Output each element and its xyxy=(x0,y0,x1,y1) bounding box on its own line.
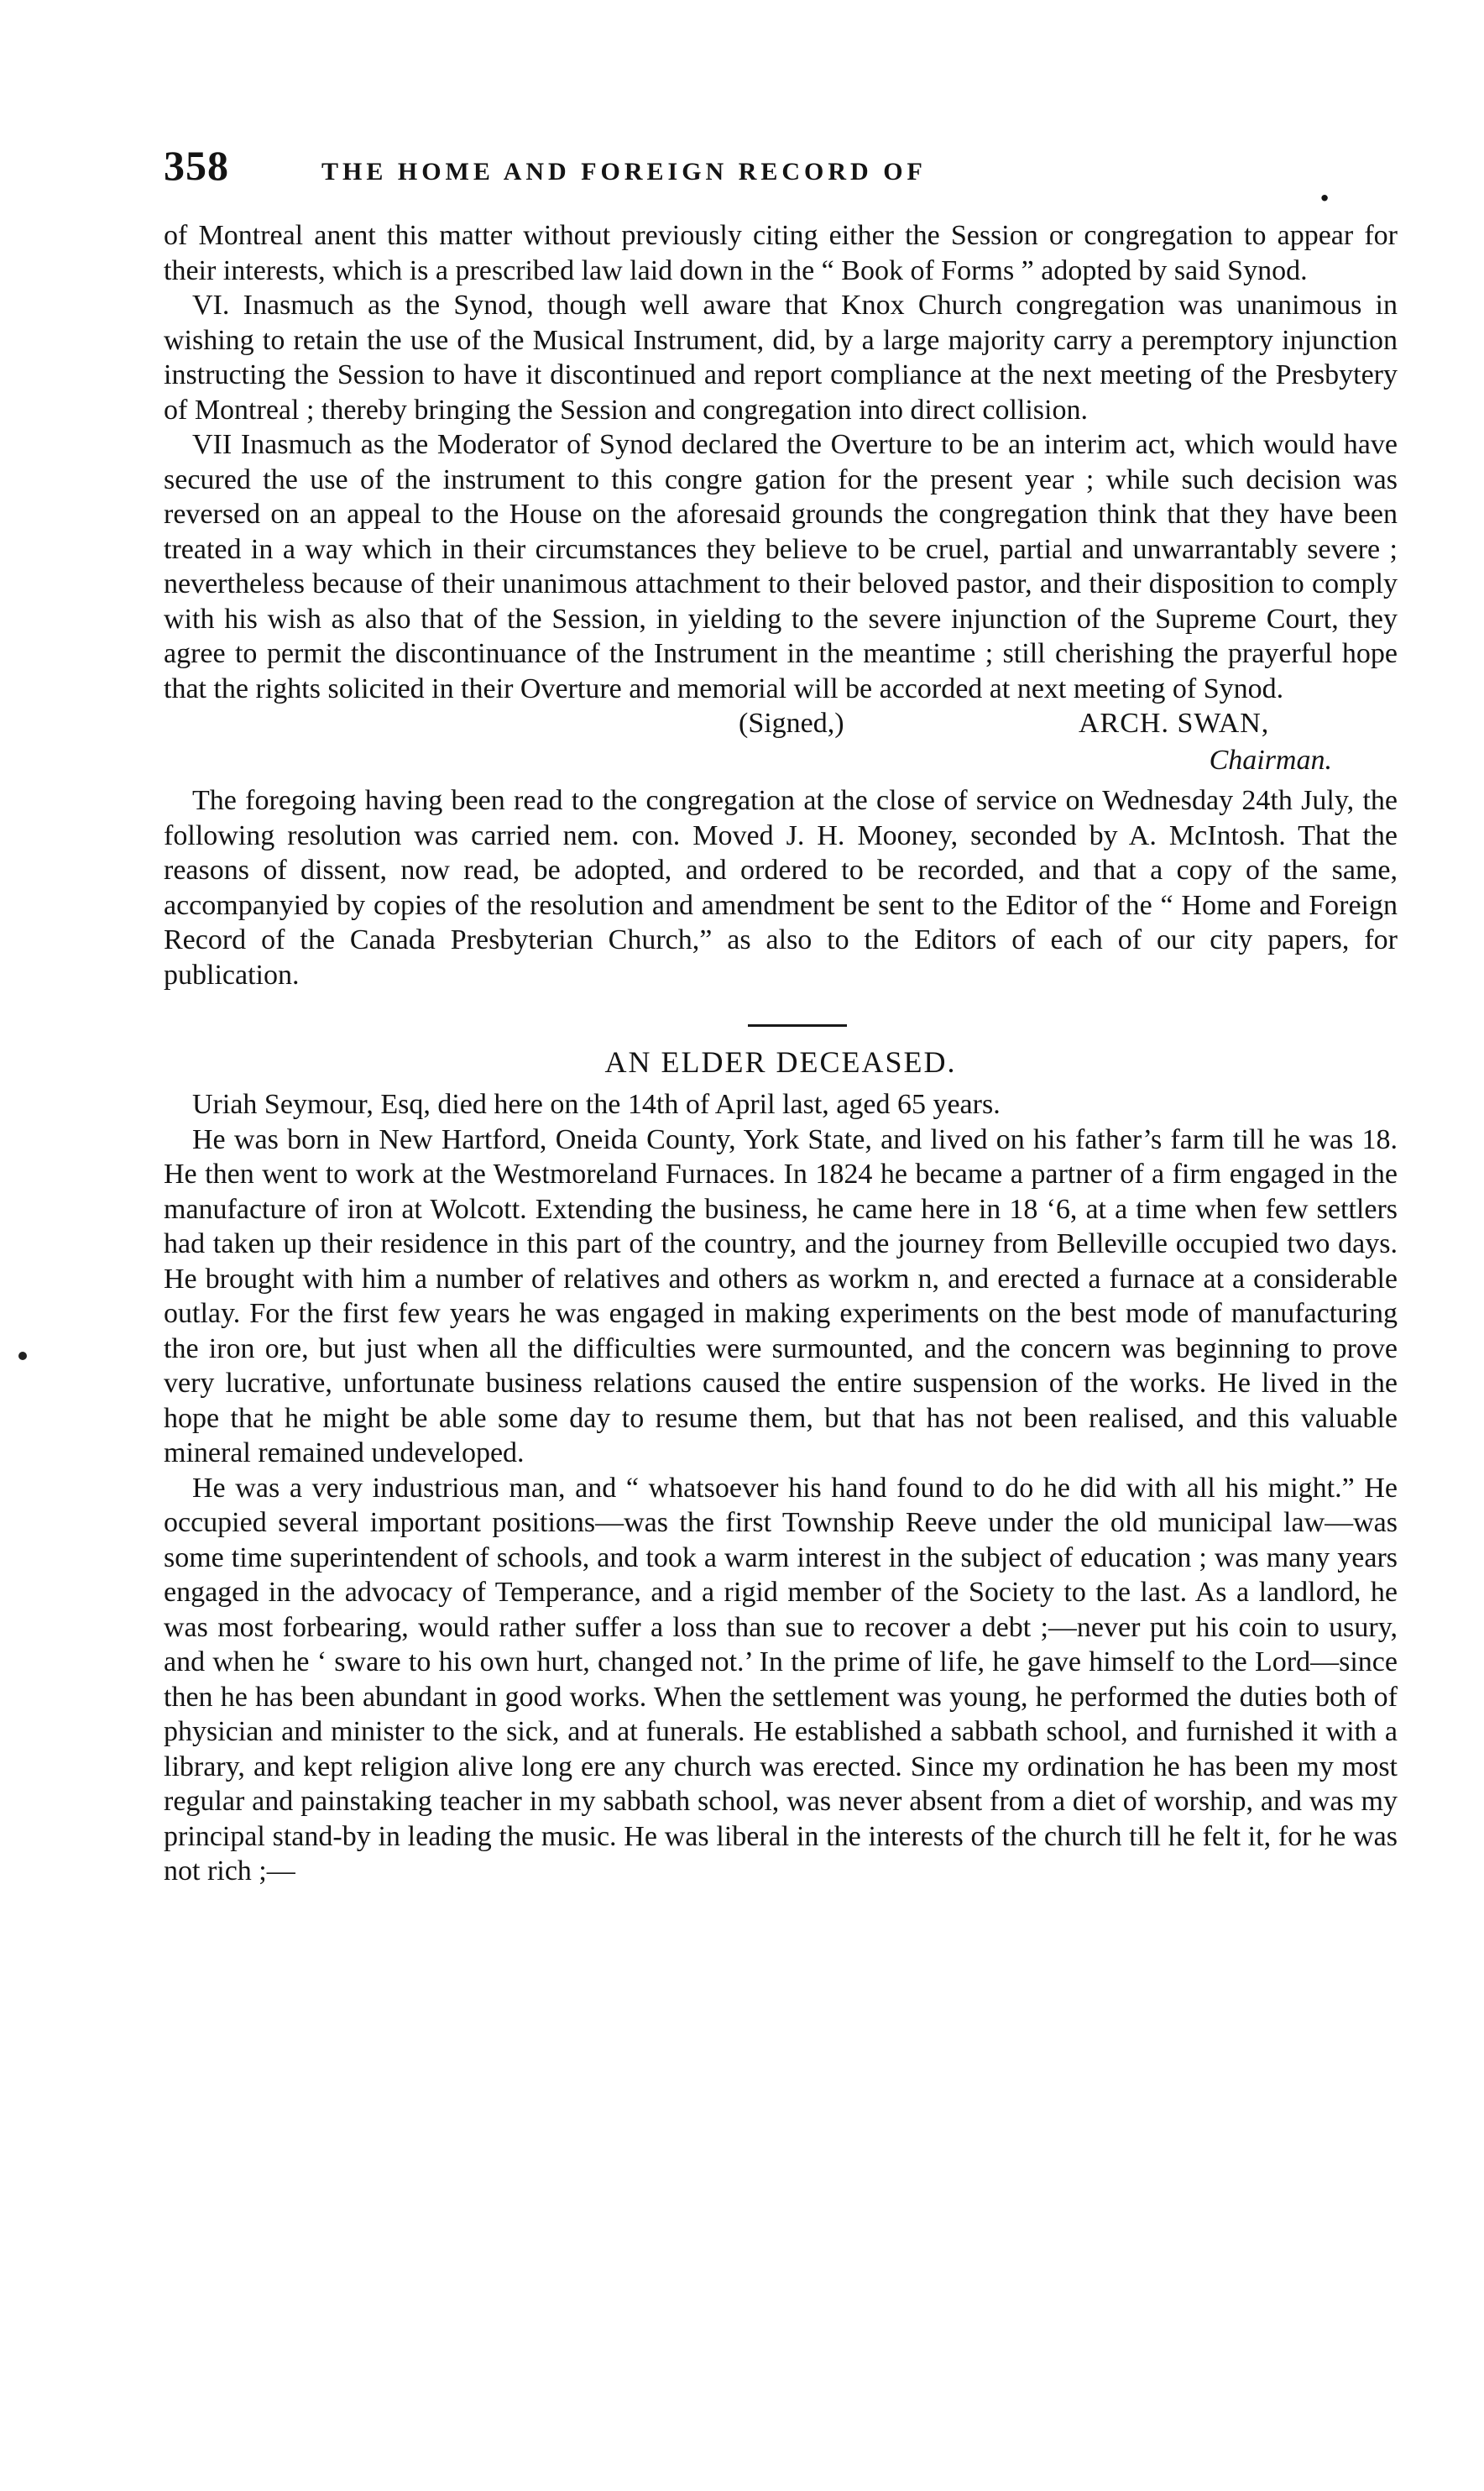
page-content xyxy=(164,141,1398,1889)
paragraph-resolution: The foregoing having been read to the congregation at the close of service on Wednesday 24th July, the following resolution was carried nem. con. Moved J. H. Mooney, seconded by A. McIntosh. That the reasons of dissent, now read, be adopted, and ordered to be recorded, and that a copy of the same, accompanyied by copies of the resolution and amendment be sent to the Editor of the “ Home and Foreign Record of the Canada Presbyterian Church,” as also to the Editors of each of our city papers, for publication. xyxy=(164,785,1398,991)
obituary-section xyxy=(164,1042,1398,1889)
paragraph-obituary-character: He was a very industrious man, and “ whatsoever his hand found to do he did with all his might.” He occupied several important positions—was the first Township Reeve under the old municipal law—was some time superintendent of schools, and took a warm interest in the subject of education ; was many years engaged in the advocacy of Temperance, and a rigid member of the Society to the last. As a landlord, he was most forbearing, would rather suffer a loss than sue to recover a debt ;—never put his coin to usury, and when he ‘ sware to his own hurt, changed not.’ In the prime of life, he gave himself to the Lord—since then he has been abundant in good works. When the settlement was young, he performed the duties both of physician and minister to the sick, and at funerals. He established a sabbath school, and furnished it with a library, and kept religion alive long ere any church was erected. Since my ordination he has been my most regular and painstaking teacher in my sabbath school, was never absent from a diet of worship, and was my principal stand-by in leading the music. He was liberal in the interests of the church till he felt it, for he was not rich ;— xyxy=(164,1472,1398,1887)
dissent-reasons-section xyxy=(164,218,1398,992)
paragraph-obituary-intro: Uriah Seymour, Esq, died here on the 14th of April last, aged 65 years. xyxy=(192,1089,1001,1120)
section-heading: AN ELDER DECEASED. xyxy=(604,1045,957,1079)
running-title: THE HOME AND FOREIGN RECORD OF xyxy=(321,158,927,186)
signer-name: ARCH. SWAN, xyxy=(1079,708,1270,739)
page-number: 358 xyxy=(164,142,229,189)
paragraph-reason-vii: VII Inasmuch as the Moderator of Synod declared the Overture to be an interim act, which would have secured the use of the instrument to this congre gation for the present year ; while such decision was reversed on an appeal to the House on the aforesaid grounds the congregation think that they have been treated in a way which in their circumstances they believe to be cruel, partial and unwarrantably severe ; nevertheless because of their unanimous attachment to their beloved pastor, and their disposition to comply with his wish as also that of the Session, in yielding to the severe injunction of the Supreme Court, they agree to permit the discontinuance of the Instrument in the meantime ; still cherishing the prayerful hope that the rights solicited in their Overture and memorial will be accorded at next meeting of Synod. xyxy=(164,429,1398,704)
signature-line xyxy=(164,708,1398,743)
section-divider xyxy=(748,1024,847,1027)
header-mark: . xyxy=(1319,170,1330,209)
signed-label: (Signed,) xyxy=(739,708,844,739)
paragraph-obituary-career: He was born in New Hartford, Oneida County, York State, and lived on his father’s farm till he was 18. He then went to work at the Westmoreland Furnaces. In 1824 he became a partner of a firm engaged in the manufacture of iron at Wolcott. Extending the business, he came here in 18 ‘6, at a time when few settlers had taken up their residence in this part of the country, and the journey from Belleville occupied two days. He brought with him a number of relatives and others as workm n, and erected a furnace at a considerable outlay. For the first few years he was engaged in making experiments on the best mode of manufacturing the iron ore, but just when all the difficulties were surmounted, and the concern was beginning to prove very lucrative, unfortunate business relations caused the entire suspension of the works. He lived in the hope that he might be able some day to resume them, but that has not been realised, and this valuable mineral remained undeveloped. xyxy=(164,1123,1398,1468)
margin-dot xyxy=(18,1352,27,1360)
paragraph-continuation: of Montreal anent this matter without previously citing either the Session or congregation to appear for their interests, which is a prescribed law laid down in the “ Book of Forms ” adopted by said Synod. xyxy=(164,220,1398,286)
page-header xyxy=(164,141,1398,209)
paragraph-reason-vi: VI. Inasmuch as the Synod, though well aware that Knox Church congregation was unanimous in wishing to retain the use of the Musical Instrument, did, by a large majority carry a peremptory injunction instructing the Session to have it discontinued and report compliance at the next meeting of the Presbytery of Montreal ; thereby bringing the Session and congregation into direct collision. xyxy=(164,290,1398,426)
signer-title: Chairman. xyxy=(1209,745,1332,776)
